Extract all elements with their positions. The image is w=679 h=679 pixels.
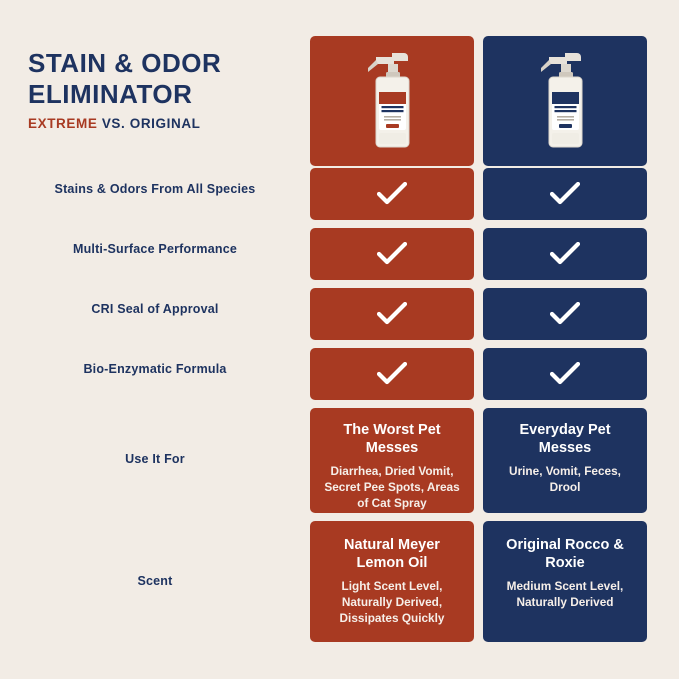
check-cell-original-multi-surface-performance <box>483 228 647 280</box>
check-cell-original-stains-odors-all-species <box>483 168 647 220</box>
use-it-for-extreme-headline: The Worst Pet Messes <box>343 422 441 456</box>
check-cell-extreme-cri-seal-of-approval <box>310 288 474 340</box>
scent-extreme-headline: Natural Meyer Lemon Oil <box>344 537 440 571</box>
check-cell-original-cri-seal-of-approval <box>483 288 647 340</box>
page-title <box>28 48 298 131</box>
text-cell-original-use-it-for <box>483 408 647 513</box>
subtitle-extreme: EXTREME <box>28 116 98 132</box>
row-label-bio-enzymatic-formula: Bio-Enzymatic Formula <box>83 362 227 376</box>
row-label-scent: Scent <box>137 574 173 588</box>
subtitle <box>28 116 298 131</box>
text-cell-extreme-use-it-for <box>310 408 474 513</box>
check-icon <box>483 288 647 340</box>
use-it-for-extreme-detail: Diarrhea, Dried Vomit, Secret Pee Spots, Areas of Cat Spray <box>324 464 460 510</box>
check-icon <box>310 228 474 280</box>
text-cell-extreme-scent <box>310 521 474 642</box>
spray-bottle-original-icon <box>483 36 647 166</box>
title-line-2: ELIMINATOR <box>28 78 193 109</box>
subtitle-rest: VS. ORIGINAL <box>97 116 201 132</box>
scent-original-detail: Medium Scent Level, Naturally Derived <box>506 579 624 610</box>
row-label-use-it-for: Use It For <box>125 452 185 466</box>
check-cell-extreme-bio-enzymatic-formula <box>310 348 474 400</box>
check-icon <box>483 228 647 280</box>
check-icon <box>310 348 474 400</box>
check-cell-original-bio-enzymatic-formula <box>483 348 647 400</box>
title-line-1: STAIN & ODOR <box>28 48 222 78</box>
check-icon <box>310 168 474 220</box>
use-it-for-original-headline: Everyday Pet Messes <box>519 422 611 456</box>
spray-bottle-extreme-icon <box>310 36 474 166</box>
text-cell-original-scent <box>483 521 647 642</box>
use-it-for-original-detail: Urine, Vomit, Feces, Drool <box>509 464 621 495</box>
check-cell-extreme-stains-odors-all-species <box>310 168 474 220</box>
product-cell-extreme <box>310 36 474 166</box>
check-cell-extreme-multi-surface-performance <box>310 228 474 280</box>
check-icon <box>483 348 647 400</box>
product-cell-original <box>483 36 647 166</box>
check-icon <box>310 288 474 340</box>
row-label-cri-seal-of-approval: CRI Seal of Approval <box>91 302 219 316</box>
row-label-multi-surface-performance: Multi-Surface Performance <box>72 242 238 256</box>
check-icon <box>483 168 647 220</box>
scent-extreme-detail: Light Scent Level, Naturally Derived, Dissipates Quickly <box>339 579 445 625</box>
row-label-stains-odors-all-species: Stains & Odors From All Species <box>54 182 256 196</box>
scent-original-headline: Original Rocco & Roxie <box>506 537 624 571</box>
